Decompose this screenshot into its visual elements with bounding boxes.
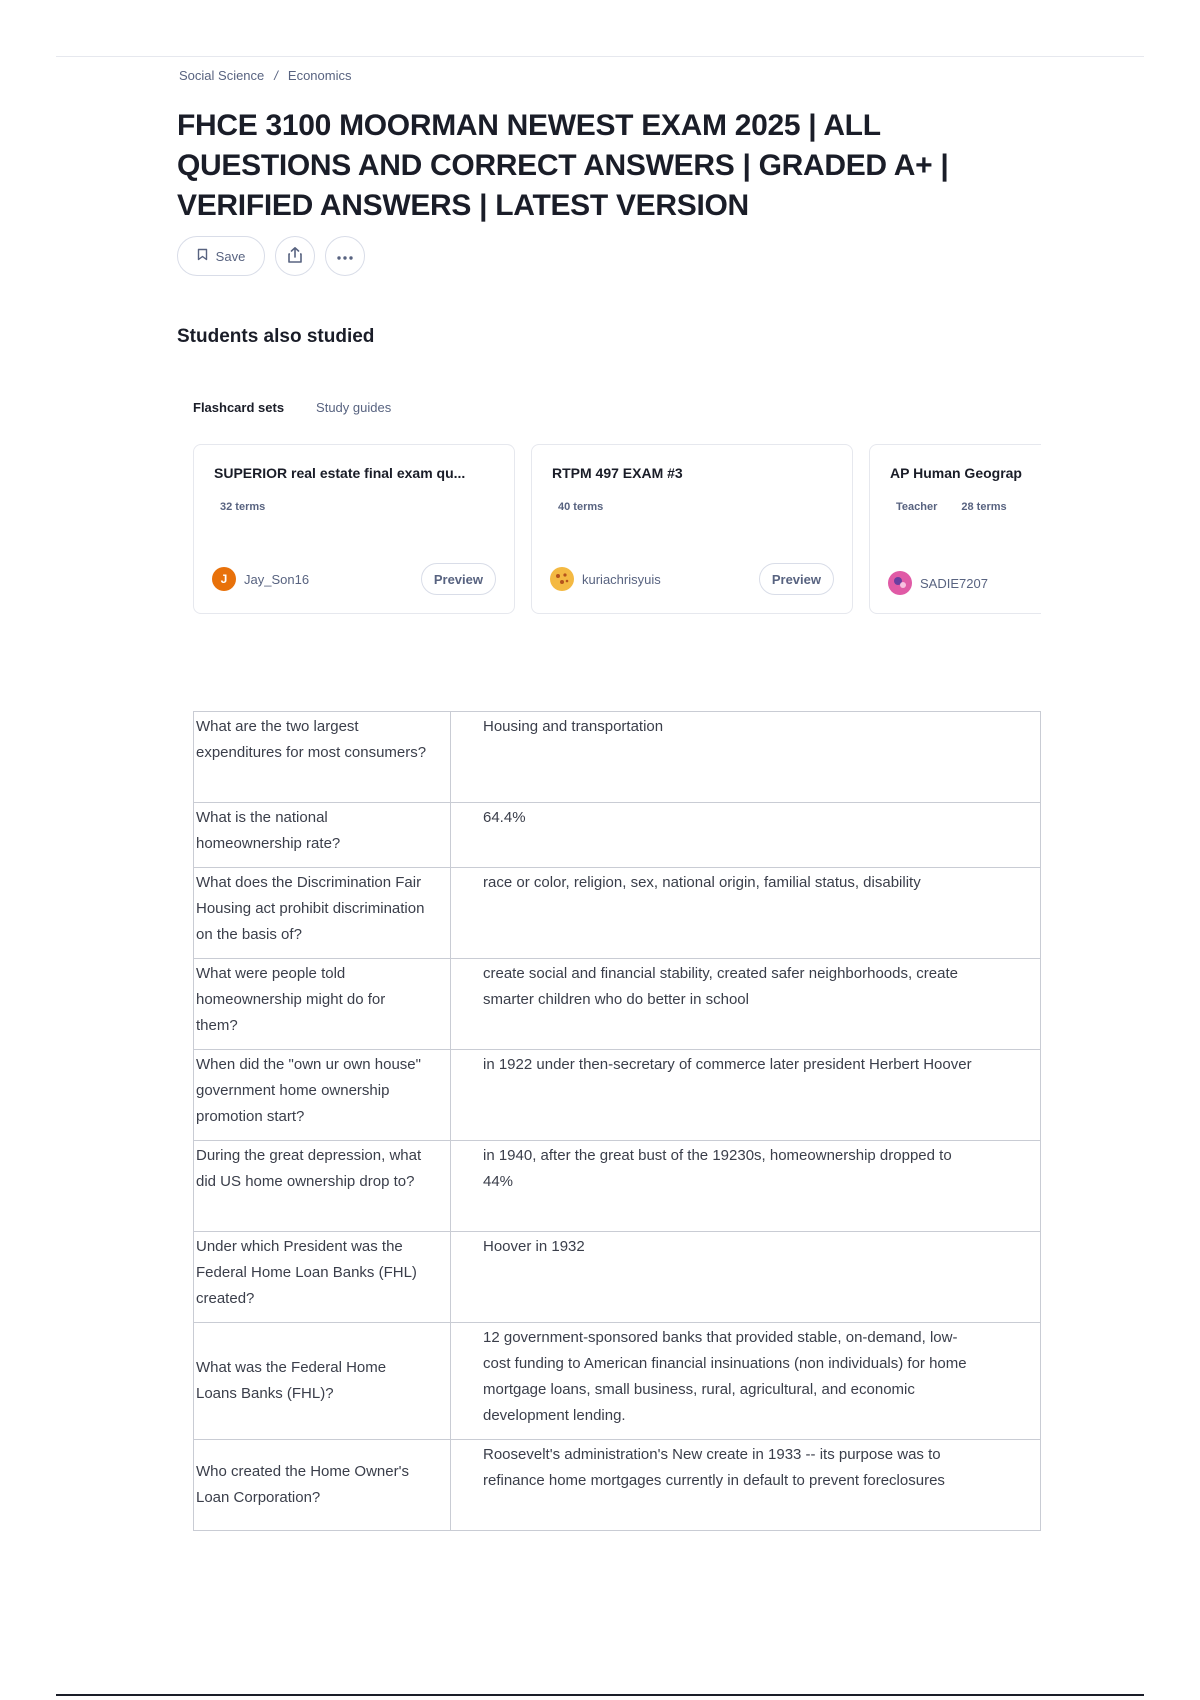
card-user[interactable] (550, 567, 661, 591)
question-cell: Who created the Home Owner's Loan Corporation? (194, 1440, 451, 1531)
card-terms: 28 terms (961, 501, 1007, 513)
answer-cell: Housing and transportation (451, 712, 1041, 803)
save-label: Save (215, 248, 246, 264)
breadcrumb-separator: / (274, 68, 278, 83)
cookie-avatar-icon (550, 567, 574, 591)
answer-cell: 12 government-sponsored banks that provided stable, on-demand, low-cost funding to American financial insinuations (non individuals) for home mortgage loans, small business, rural, agricultural, and economic development lending. (451, 1323, 1041, 1440)
table-row (194, 868, 1041, 959)
action-bar (177, 236, 365, 276)
table-row (194, 1232, 1041, 1323)
more-options-button[interactable] (325, 236, 365, 276)
username: kuriachrisyuis (582, 571, 661, 587)
flashcard-set-card[interactable] (869, 444, 1041, 614)
bottom-divider (56, 1694, 1144, 1696)
answer-cell: race or color, religion, sex, national origin, familial status, disability (451, 868, 1041, 959)
table-row (194, 959, 1041, 1050)
answer-cell: Hoover in 1932 (451, 1232, 1041, 1323)
study-tabs (193, 400, 391, 415)
breadcrumb-item-social-science[interactable]: Social Science (179, 68, 265, 83)
table-row (194, 803, 1041, 868)
flashcard-carousel (193, 444, 1041, 616)
question-cell: During the great depression, what did US home ownership drop to? (194, 1141, 451, 1232)
bookmark-icon (197, 248, 208, 264)
top-divider (56, 56, 1144, 57)
question-cell: What are the two largest expenditures for most consumers? (194, 712, 451, 803)
card-terms: 40 terms (558, 501, 604, 513)
flashcard-set-card[interactable] (531, 444, 853, 614)
card-meta (890, 501, 1041, 513)
answer-cell: 64.4% (451, 803, 1041, 868)
tab-flashcard-sets[interactable]: Flashcard sets (193, 400, 285, 415)
card-terms: 32 terms (220, 501, 266, 513)
avatar: J (212, 567, 236, 591)
preview-button[interactable]: Preview (421, 563, 496, 595)
save-button[interactable] (177, 236, 265, 276)
answer-cell: in 1940, after the great bust of the 19230s, homeownership dropped to 44% (451, 1141, 1041, 1232)
card-meta (552, 501, 832, 513)
preview-button[interactable]: Preview (759, 563, 834, 595)
students-also-studied-heading: Students also studied (177, 326, 375, 347)
question-cell: What is the national homeownership rate? (194, 803, 451, 868)
flashcard-set-card[interactable] (193, 444, 515, 614)
user-avatar-icon (888, 571, 912, 595)
card-footer (550, 563, 834, 595)
table-row (194, 1440, 1041, 1531)
table-row (194, 712, 1041, 803)
page-title: FHCE 3100 MOORMAN NEWEST EXAM 2025 | ALL QUESTIONS AND CORRECT ANSWERS | GRADED A+ | VERIFIED ANSWERS | LATEST VERSION (177, 109, 949, 222)
card-footer (212, 563, 496, 595)
avatar (550, 567, 574, 591)
answer-cell: Roosevelt's administration's New create in 1933 -- its purpose was to refinance home mortgages currently in default to prevent foreclosures (451, 1440, 1041, 1531)
table-row (194, 1323, 1041, 1440)
card-user[interactable] (888, 571, 988, 595)
share-button[interactable] (275, 236, 315, 276)
card-footer (888, 571, 1041, 595)
table-row (194, 1141, 1041, 1232)
share-icon (286, 246, 304, 267)
card-title[interactable]: RTPM 497 EXAM #3 (552, 465, 683, 481)
question-cell: When did the "own ur own house" government home ownership promotion start? (194, 1050, 451, 1141)
breadcrumb-item-economics[interactable]: Economics (287, 68, 352, 83)
card-role: Teacher (896, 501, 938, 513)
question-cell: What was the Federal Home Loans Banks (FHL)? (194, 1323, 451, 1440)
answer-cell: in 1922 under then-secretary of commerce later president Herbert Hoover (451, 1050, 1041, 1141)
card-meta (214, 501, 494, 513)
tab-study-guides[interactable]: Study guides (316, 400, 392, 415)
avatar (888, 571, 912, 595)
question-cell: What were people told homeownership might do for them? (194, 959, 451, 1050)
card-title[interactable]: SUPERIOR real estate final exam qu... (214, 465, 466, 481)
qa-table (193, 711, 1041, 1531)
card-user[interactable] (212, 567, 309, 591)
table-row (194, 1050, 1041, 1141)
answer-cell: create social and financial stability, created safer neighborhoods, create smarter children who do better in school (451, 959, 1041, 1050)
username: Jay_Son16 (244, 571, 310, 587)
username: SADIE7207 (920, 575, 988, 591)
more-icon (336, 249, 354, 264)
question-cell: Under which President was the Federal Home Loan Banks (FHL) created? (194, 1232, 451, 1323)
question-cell: What does the Discrimination Fair Housing act prohibit discrimination on the basis of? (194, 868, 451, 959)
card-title[interactable]: AP Human Geograp (890, 465, 1022, 481)
breadcrumb (179, 68, 351, 83)
